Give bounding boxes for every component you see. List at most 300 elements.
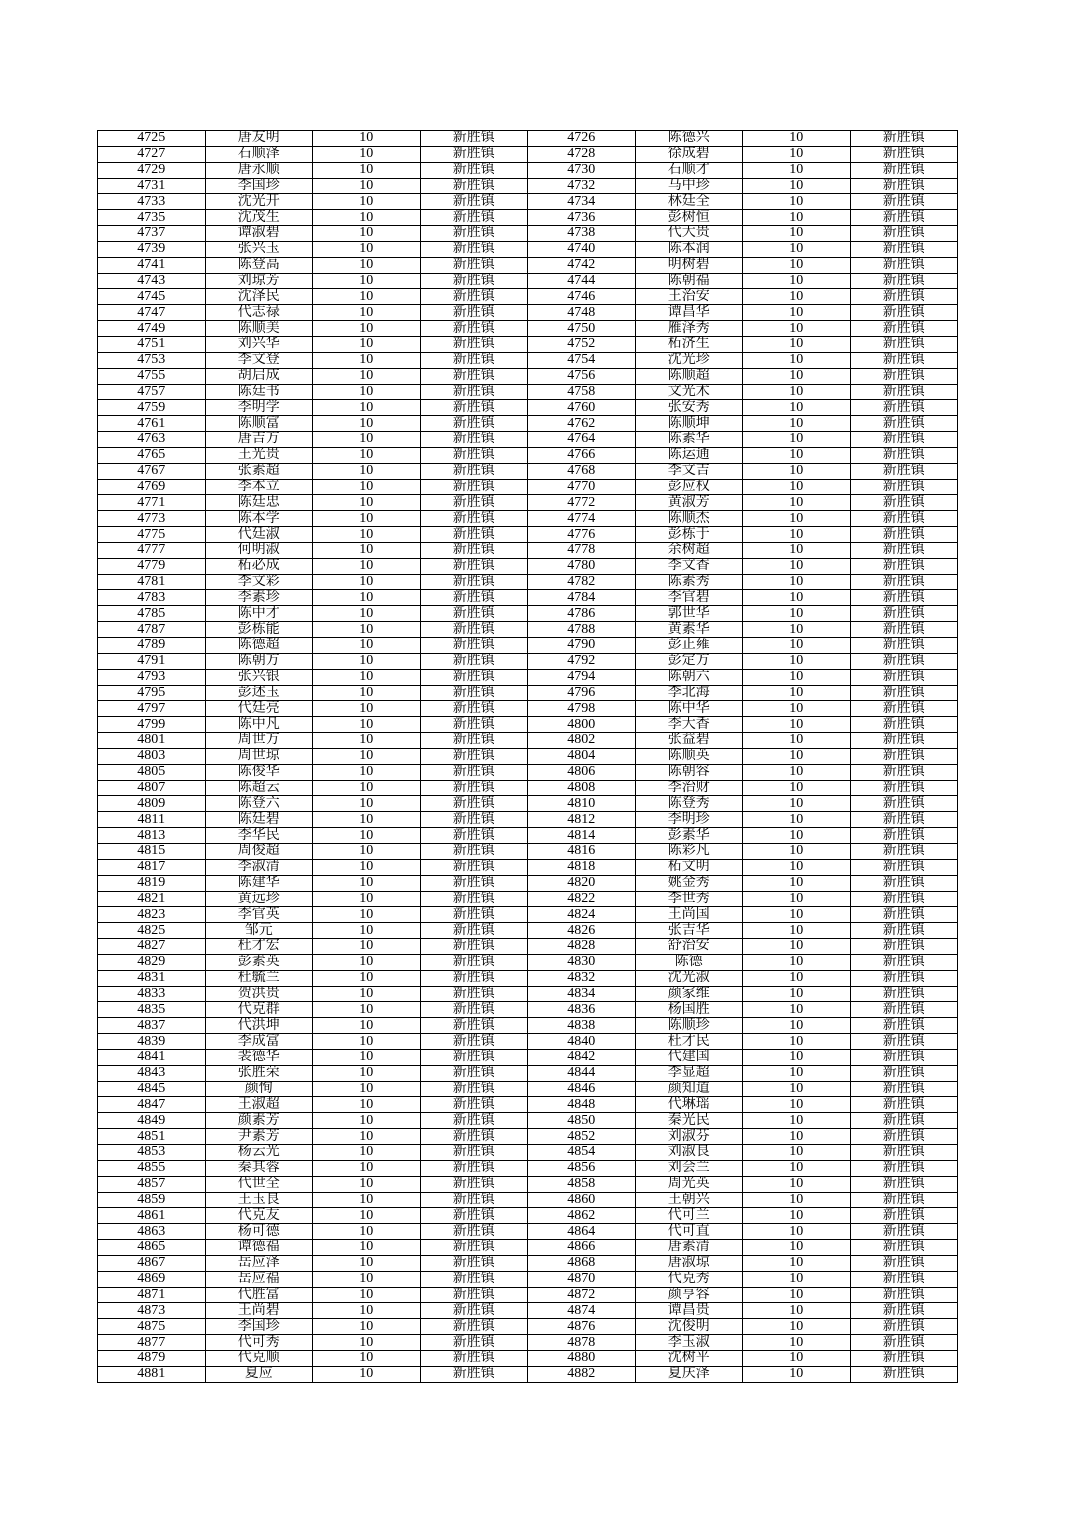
amount-cell: 10 [313,162,421,178]
town-cell: 新胜镇 [850,828,958,844]
name-cell: 陈朝容 [635,764,743,780]
id-cell: 4880 [528,1350,636,1366]
name-cell: 舒治安 [635,939,743,955]
name-cell: 雁泽秀 [635,321,743,337]
town-cell: 新胜镇 [850,146,958,162]
id-cell: 4841 [98,1049,206,1065]
id-cell: 4825 [98,923,206,939]
id-cell: 4850 [528,1113,636,1129]
amount-cell: 10 [743,828,851,844]
town-cell: 新胜镇 [420,463,528,479]
amount-cell: 10 [743,527,851,543]
name-cell: 尹素芳 [205,1129,313,1145]
name-cell: 陈登秀 [635,796,743,812]
town-cell: 新胜镇 [850,970,958,986]
name-cell: 谭淑碧 [205,226,313,242]
id-cell: 4823 [98,907,206,923]
name-cell: 彭述玉 [205,685,313,701]
amount-cell: 10 [313,1350,421,1366]
table-row [98,1303,958,1319]
town-cell: 新胜镇 [420,384,528,400]
table-row [98,289,958,305]
amount-cell: 10 [313,701,421,717]
town-cell: 新胜镇 [420,210,528,226]
amount-cell: 10 [743,479,851,495]
amount-cell: 10 [743,701,851,717]
name-cell: 陈朝六 [635,669,743,685]
name-cell: 杨云光 [205,1145,313,1161]
table-row [98,1366,958,1382]
amount-cell: 10 [743,400,851,416]
amount-cell: 10 [743,748,851,764]
name-cell: 夏应 [205,1366,313,1382]
table-row [98,416,958,432]
town-cell: 新胜镇 [850,162,958,178]
table-row [98,162,958,178]
id-cell: 4839 [98,1034,206,1050]
id-cell: 4754 [528,352,636,368]
name-cell: 明树碧 [635,257,743,273]
town-cell: 新胜镇 [420,558,528,574]
town-cell: 新胜镇 [850,796,958,812]
town-cell: 新胜镇 [420,1002,528,1018]
name-cell: 代廷淑 [205,527,313,543]
id-cell: 4813 [98,828,206,844]
id-cell: 4795 [98,685,206,701]
id-cell: 4765 [98,447,206,463]
town-cell: 新胜镇 [850,289,958,305]
amount-cell: 10 [743,352,851,368]
town-cell: 新胜镇 [850,622,958,638]
amount-cell: 10 [313,432,421,448]
town-cell: 新胜镇 [850,1287,958,1303]
amount-cell: 10 [743,1192,851,1208]
town-cell: 新胜镇 [420,1065,528,1081]
table-row [98,384,958,400]
table-row [98,368,958,384]
town-cell: 新胜镇 [420,590,528,606]
amount-cell: 10 [313,780,421,796]
id-cell: 4816 [528,843,636,859]
name-cell: 贺洪贵 [205,986,313,1002]
table-row [98,812,958,828]
id-cell: 4761 [98,416,206,432]
amount-cell: 10 [743,558,851,574]
name-cell: 沈光珍 [635,352,743,368]
name-cell: 陈素华 [635,432,743,448]
town-cell: 新胜镇 [850,1097,958,1113]
id-cell: 4756 [528,368,636,384]
amount-cell: 10 [313,717,421,733]
id-cell: 4838 [528,1018,636,1034]
amount-cell: 10 [743,606,851,622]
name-cell: 李玉淑 [635,1335,743,1351]
amount-cell: 10 [313,891,421,907]
town-cell: 新胜镇 [420,432,528,448]
amount-cell: 10 [743,368,851,384]
table-row [98,1208,958,1224]
name-cell: 代胜富 [205,1287,313,1303]
name-cell: 陈本润 [635,241,743,257]
town-cell: 新胜镇 [420,305,528,321]
name-cell: 李官碧 [635,590,743,606]
name-cell: 张安秀 [635,400,743,416]
name-cell: 代可兰 [635,1208,743,1224]
name-cell: 李本立 [205,479,313,495]
town-cell: 新胜镇 [850,638,958,654]
amount-cell: 10 [743,321,851,337]
name-cell: 代世全 [205,1176,313,1192]
name-cell: 张吉华 [635,923,743,939]
id-cell: 4758 [528,384,636,400]
amount-cell: 10 [743,891,851,907]
name-cell: 李文彩 [205,574,313,590]
name-cell: 李素珍 [205,590,313,606]
amount-cell: 10 [743,1081,851,1097]
id-cell: 4847 [98,1097,206,1113]
town-cell: 新胜镇 [850,463,958,479]
town-cell: 新胜镇 [850,748,958,764]
id-cell: 4775 [98,527,206,543]
town-cell: 新胜镇 [420,1176,528,1192]
amount-cell: 10 [743,542,851,558]
id-cell: 4831 [98,970,206,986]
table-row [98,178,958,194]
town-cell: 新胜镇 [420,542,528,558]
name-cell: 陈顺坤 [635,416,743,432]
town-cell: 新胜镇 [850,574,958,590]
name-cell: 张兴玉 [205,241,313,257]
amount-cell: 10 [743,273,851,289]
amount-cell: 10 [743,1335,851,1351]
town-cell: 新胜镇 [850,1176,958,1192]
table-row [98,1034,958,1050]
id-cell: 4759 [98,400,206,416]
name-cell: 代克秀 [635,1271,743,1287]
name-cell: 代琳瑶 [635,1097,743,1113]
id-cell: 4783 [98,590,206,606]
amount-cell: 10 [313,273,421,289]
town-cell: 新胜镇 [420,685,528,701]
town-cell: 新胜镇 [850,273,958,289]
amount-cell: 10 [743,907,851,923]
id-cell: 4836 [528,1002,636,1018]
id-cell: 4804 [528,748,636,764]
amount-cell: 10 [313,146,421,162]
id-cell: 4817 [98,859,206,875]
id-cell: 4866 [528,1240,636,1256]
id-cell: 4848 [528,1097,636,1113]
id-cell: 4738 [528,226,636,242]
amount-cell: 10 [313,574,421,590]
table-row [98,970,958,986]
name-cell: 石顺泽 [205,146,313,162]
id-cell: 4843 [98,1065,206,1081]
name-cell: 邹元 [205,923,313,939]
id-cell: 4869 [98,1271,206,1287]
id-cell: 4861 [98,1208,206,1224]
name-cell: 柘文明 [635,859,743,875]
town-cell: 新胜镇 [420,1303,528,1319]
town-cell: 新胜镇 [850,1065,958,1081]
id-cell: 4882 [528,1366,636,1382]
id-cell: 4863 [98,1224,206,1240]
town-cell: 新胜镇 [420,257,528,273]
name-cell: 彭应权 [635,479,743,495]
id-cell: 4814 [528,828,636,844]
amount-cell: 10 [313,495,421,511]
id-cell: 4876 [528,1319,636,1335]
town-cell: 新胜镇 [850,685,958,701]
town-cell: 新胜镇 [420,875,528,891]
town-cell: 新胜镇 [850,907,958,923]
town-cell: 新胜镇 [850,479,958,495]
id-cell: 4763 [98,432,206,448]
town-cell: 新胜镇 [420,368,528,384]
table-row [98,210,958,226]
town-cell: 新胜镇 [420,780,528,796]
town-cell: 新胜镇 [850,558,958,574]
amount-cell: 10 [743,843,851,859]
town-cell: 新胜镇 [420,416,528,432]
town-cell: 新胜镇 [850,1192,958,1208]
id-cell: 4830 [528,954,636,970]
id-cell: 4832 [528,970,636,986]
name-cell: 王光贵 [205,447,313,463]
name-cell: 陈建华 [205,875,313,891]
id-cell: 4733 [98,194,206,210]
amount-cell: 10 [743,780,851,796]
id-cell: 4751 [98,336,206,352]
name-cell: 姚金秀 [635,875,743,891]
id-cell: 4858 [528,1176,636,1192]
amount-cell: 10 [743,685,851,701]
town-cell: 新胜镇 [850,542,958,558]
id-cell: 4748 [528,305,636,321]
town-cell: 新胜镇 [420,511,528,527]
town-cell: 新胜镇 [420,764,528,780]
town-cell: 新胜镇 [850,780,958,796]
amount-cell: 10 [313,447,421,463]
town-cell: 新胜镇 [850,669,958,685]
id-cell: 4780 [528,558,636,574]
amount-cell: 10 [743,669,851,685]
id-cell: 4726 [528,131,636,147]
name-cell: 陈顺超 [635,368,743,384]
amount-cell: 10 [743,178,851,194]
name-cell: 彭定方 [635,653,743,669]
name-cell: 颜恂 [205,1081,313,1097]
town-cell: 新胜镇 [420,273,528,289]
table-row [98,939,958,955]
table-row [98,447,958,463]
amount-cell: 10 [313,606,421,622]
town-cell: 新胜镇 [850,400,958,416]
town-cell: 新胜镇 [850,432,958,448]
id-cell: 4852 [528,1129,636,1145]
table-row [98,1240,958,1256]
name-cell: 周世琼 [205,748,313,764]
id-cell: 4794 [528,669,636,685]
name-cell: 代大贵 [635,226,743,242]
name-cell: 柘必成 [205,558,313,574]
id-cell: 4753 [98,352,206,368]
table-row [98,764,958,780]
table-row [98,1224,958,1240]
amount-cell: 10 [743,1034,851,1050]
town-cell: 新胜镇 [850,131,958,147]
id-cell: 4736 [528,210,636,226]
amount-cell: 10 [743,432,851,448]
id-cell: 4870 [528,1271,636,1287]
amount-cell: 10 [313,558,421,574]
name-cell: 李淑清 [205,859,313,875]
table-row [98,986,958,1002]
id-cell: 4772 [528,495,636,511]
id-cell: 4734 [528,194,636,210]
table-row [98,352,958,368]
name-cell: 陈朝方 [205,653,313,669]
name-cell: 陈俊华 [205,764,313,780]
town-cell: 新胜镇 [420,336,528,352]
town-cell: 新胜镇 [850,764,958,780]
name-cell: 颜亨容 [635,1287,743,1303]
name-cell: 黄素华 [635,622,743,638]
id-cell: 4735 [98,210,206,226]
town-cell: 新胜镇 [850,368,958,384]
amount-cell: 10 [743,511,851,527]
town-cell: 新胜镇 [850,859,958,875]
town-cell: 新胜镇 [850,210,958,226]
amount-cell: 10 [313,796,421,812]
amount-cell: 10 [313,210,421,226]
town-cell: 新胜镇 [420,289,528,305]
id-cell: 4874 [528,1303,636,1319]
table-row [98,273,958,289]
amount-cell: 10 [313,939,421,955]
name-cell: 陈廷忠 [205,495,313,511]
name-cell: 沈茂生 [205,210,313,226]
id-cell: 4868 [528,1255,636,1271]
table-row [98,131,958,147]
id-cell: 4805 [98,764,206,780]
town-cell: 新胜镇 [420,1018,528,1034]
name-cell: 陈廷书 [205,384,313,400]
table-row [98,669,958,685]
id-cell: 4820 [528,875,636,891]
table-row [98,1049,958,1065]
amount-cell: 10 [743,859,851,875]
table-row [98,622,958,638]
id-cell: 4792 [528,653,636,669]
table-row [98,1255,958,1271]
id-cell: 4881 [98,1366,206,1382]
amount-cell: 10 [313,241,421,257]
town-cell: 新胜镇 [420,748,528,764]
id-cell: 4862 [528,1208,636,1224]
amount-cell: 10 [313,1160,421,1176]
amount-cell: 10 [743,463,851,479]
id-cell: 4773 [98,511,206,527]
table-row [98,558,958,574]
amount-cell: 10 [743,495,851,511]
amount-cell: 10 [313,321,421,337]
amount-cell: 10 [743,653,851,669]
amount-cell: 10 [743,241,851,257]
table-row [98,638,958,654]
amount-cell: 10 [313,907,421,923]
amount-cell: 10 [743,1240,851,1256]
amount-cell: 10 [743,954,851,970]
town-cell: 新胜镇 [850,352,958,368]
amount-cell: 10 [743,305,851,321]
table-row [98,1129,958,1145]
id-cell: 4853 [98,1145,206,1161]
town-cell: 新胜镇 [420,226,528,242]
town-cell: 新胜镇 [420,1224,528,1240]
town-cell: 新胜镇 [420,321,528,337]
amount-cell: 10 [313,1366,421,1382]
id-cell: 4815 [98,843,206,859]
name-cell: 张素超 [205,463,313,479]
table-row [98,495,958,511]
amount-cell: 10 [313,859,421,875]
name-cell: 夏庆泽 [635,1366,743,1382]
amount-cell: 10 [313,1224,421,1240]
name-cell: 李世秀 [635,891,743,907]
name-cell: 余树超 [635,542,743,558]
amount-cell: 10 [313,875,421,891]
amount-cell: 10 [743,1002,851,1018]
table-row [98,1350,958,1366]
name-cell: 彭树恒 [635,210,743,226]
table-row [98,701,958,717]
id-cell: 4743 [98,273,206,289]
amount-cell: 10 [743,1319,851,1335]
id-cell: 4747 [98,305,206,321]
name-cell: 唐素清 [635,1240,743,1256]
amount-cell: 10 [313,1145,421,1161]
town-cell: 新胜镇 [850,226,958,242]
table-row [98,146,958,162]
town-cell: 新胜镇 [850,1002,958,1018]
table-row [98,1319,958,1335]
town-cell: 新胜镇 [420,1145,528,1161]
name-cell: 代克顺 [205,1350,313,1366]
name-cell: 杜才宏 [205,939,313,955]
name-cell: 李国珍 [205,178,313,194]
id-cell: 4810 [528,796,636,812]
amount-cell: 10 [743,1113,851,1129]
amount-cell: 10 [743,194,851,210]
town-cell: 新胜镇 [420,527,528,543]
id-cell: 4757 [98,384,206,400]
name-cell: 彭素英 [205,954,313,970]
town-cell: 新胜镇 [850,178,958,194]
id-cell: 4771 [98,495,206,511]
name-cell: 岳应福 [205,1271,313,1287]
name-cell: 李文登 [205,352,313,368]
amount-cell: 10 [743,289,851,305]
name-cell: 李成富 [205,1034,313,1050]
town-cell: 新胜镇 [850,416,958,432]
amount-cell: 10 [743,1097,851,1113]
name-cell: 陈顺杰 [635,511,743,527]
name-cell: 谭昌华 [635,305,743,321]
town-cell: 新胜镇 [850,447,958,463]
name-cell: 李国珍 [205,1319,313,1335]
table-row [98,257,958,273]
